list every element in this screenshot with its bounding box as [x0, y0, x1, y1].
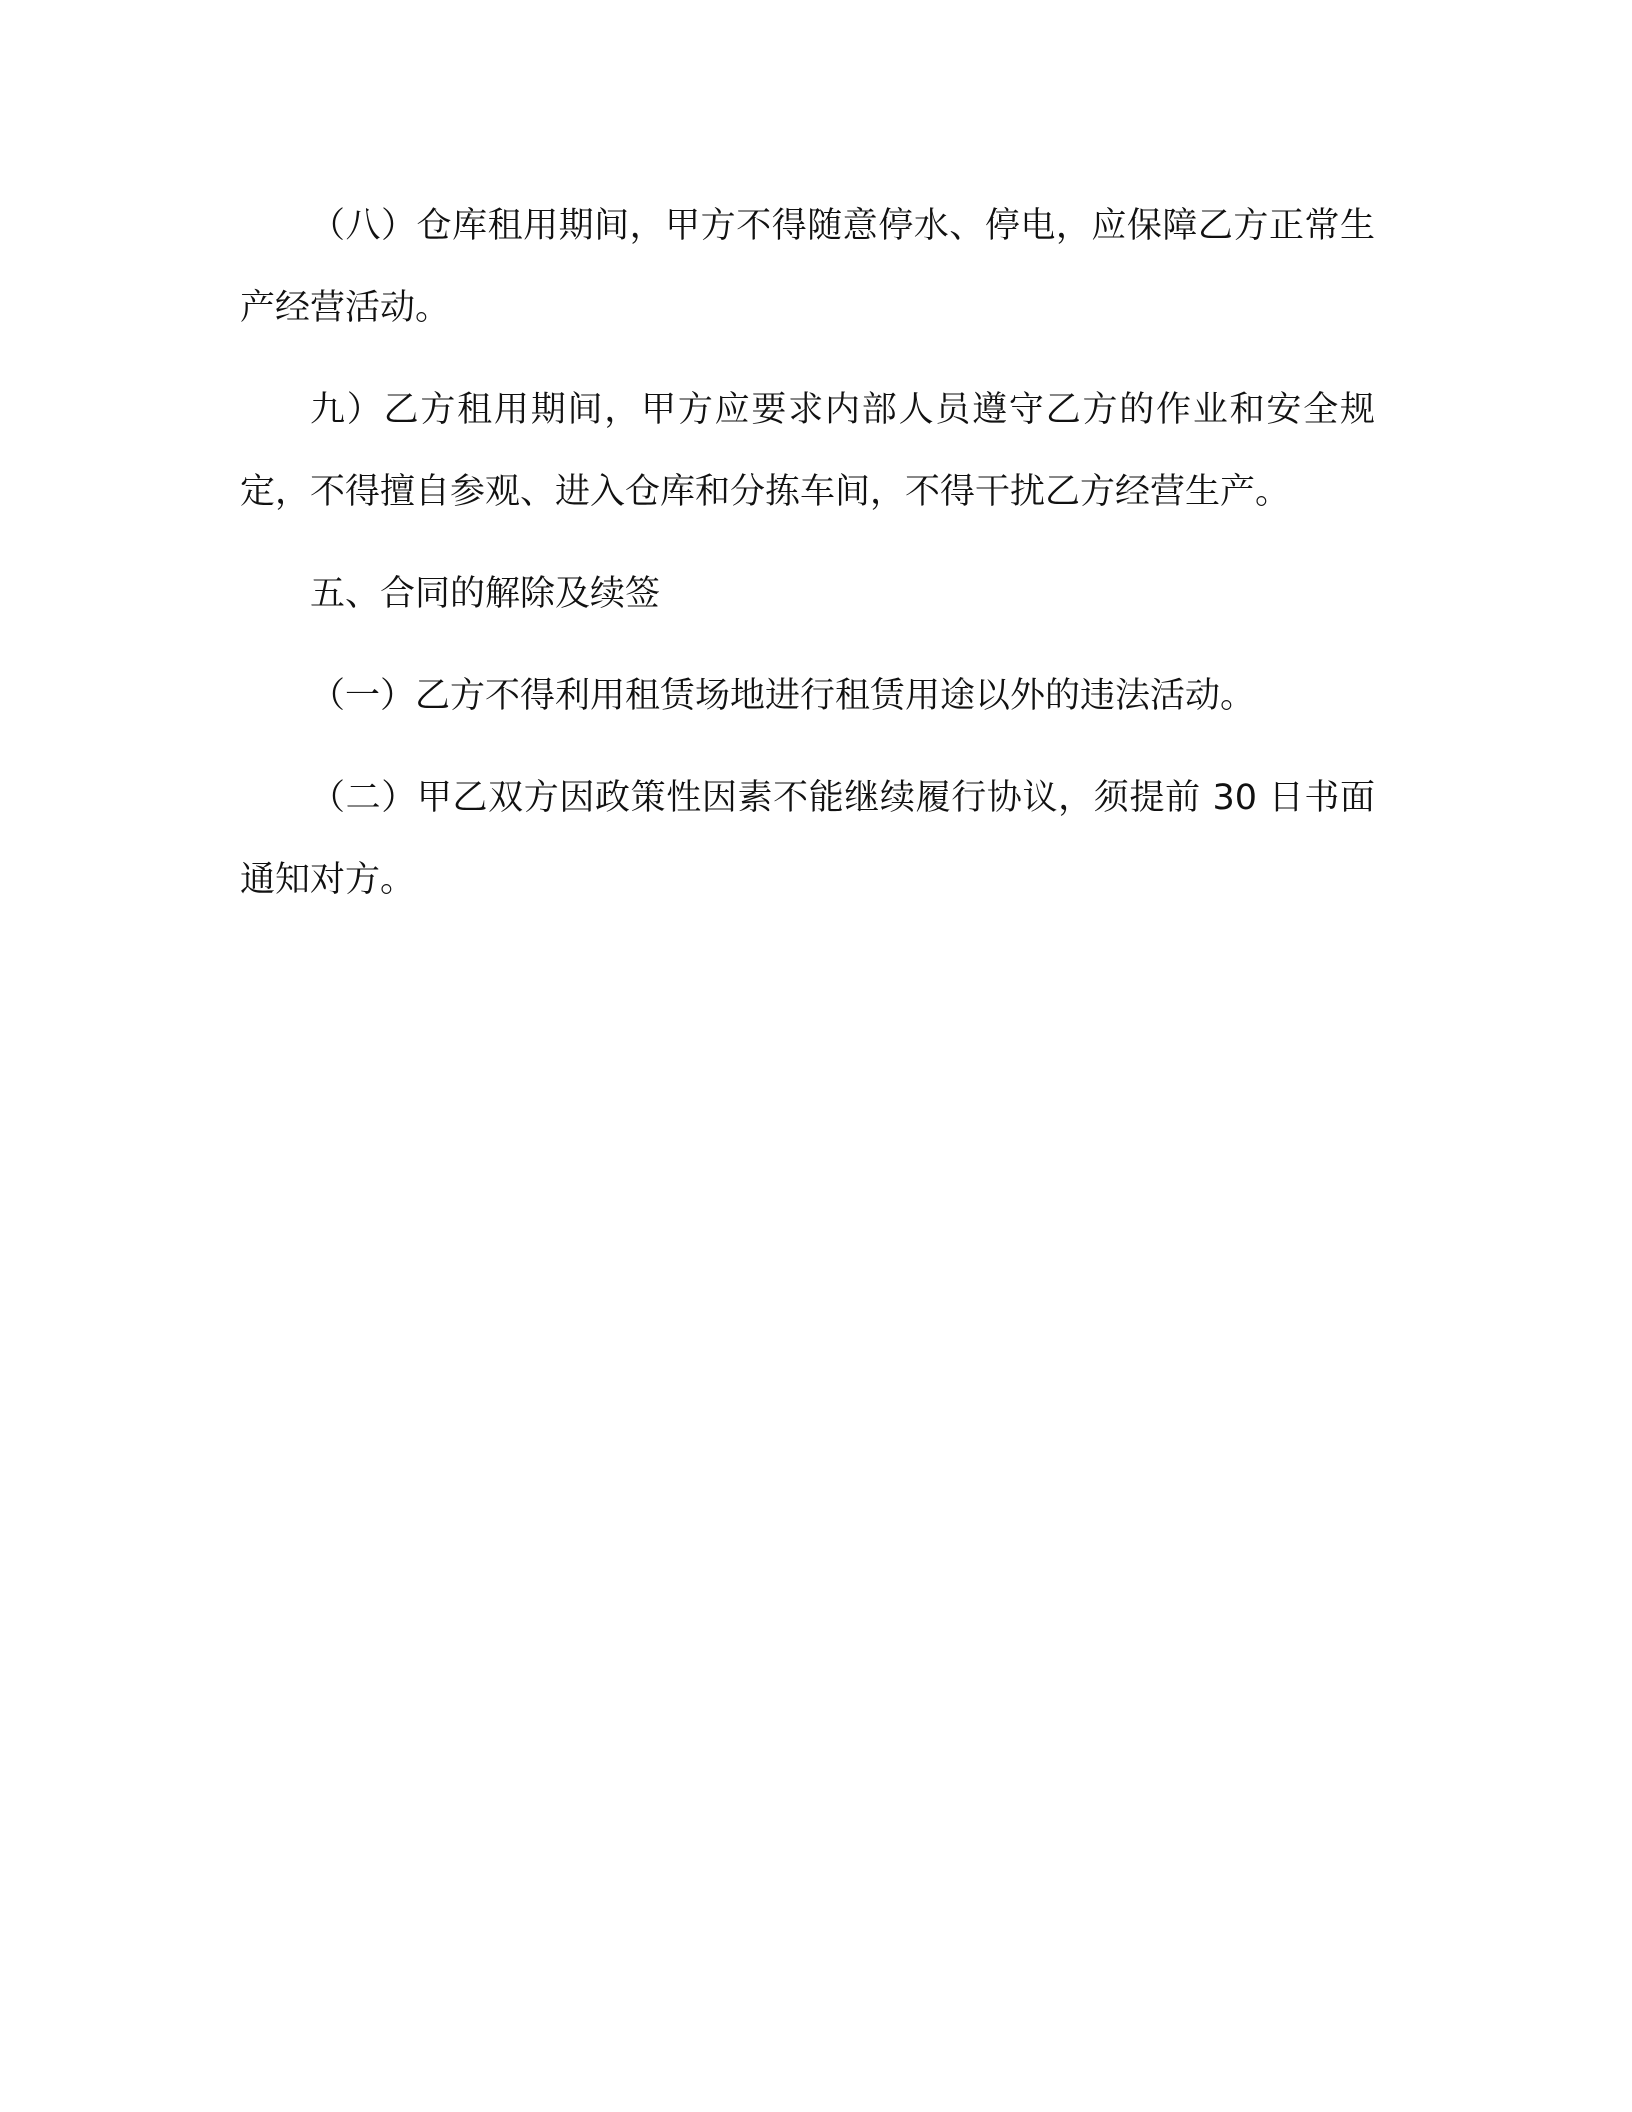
section-5-heading: 五、合同的解除及续签: [310, 574, 661, 614]
document-body: [240, 185, 1375, 941]
section-5-clause-1-paragraph: （一）乙方不得利用租赁场地进行租赁用途以外的违法活动。: [310, 676, 1256, 716]
clause-9-paragraph: 九）乙方租用期间，甲方应要求内部人员遵守乙方的作业和安全规定，不得擅自参观、进入仓库和分拣车间，不得干扰乙方经营生产。: [240, 390, 1375, 512]
clause-8-paragraph: （八）仓库租用期间，甲方不得随意停水、停电，应保障乙方正常生产经营活动。: [240, 206, 1375, 328]
section-5-clause-2-paragraph: （二）甲乙双方因政策性因素不能继续履行协议，须提前 30 日书面通知对方。: [240, 778, 1375, 900]
